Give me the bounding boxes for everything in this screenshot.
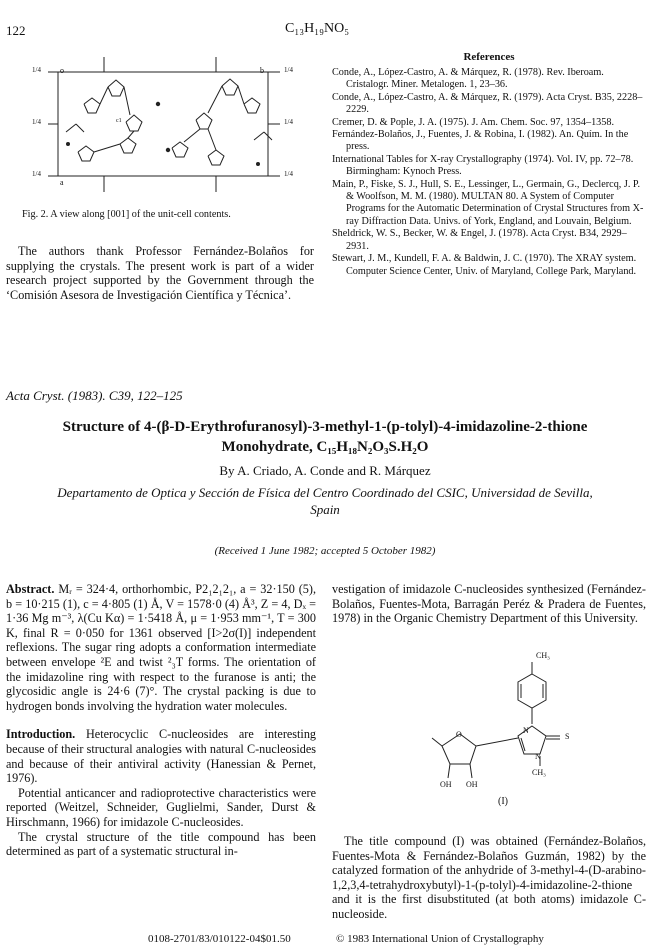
footer-copyright: © 1983 International Union of Crystallography xyxy=(336,933,544,945)
affiliation-line-1: Departamento de Optica y Sección de Física del Centro Coordinado del CSIC, Universidad de Sevilla, xyxy=(57,485,593,500)
label-origin: o xyxy=(60,66,64,75)
chemical-scheme xyxy=(420,650,600,830)
reference-item: Conde, A., López-Castro, A. & Márquez, R. (1979). Acta Cryst. B35, 2228–2229. xyxy=(332,91,643,116)
reference-item: International Tables for X-ray Crystallography (1974). Vol. IV, pp. 72–78. Birmingham: Kynoch Press. xyxy=(332,153,634,178)
acknowledgement: The authors thank Professor Fernández-Bolaños for supplying the crystals. The present work is part of a wider research project supported by the Government through the ‘Comisión Asesora de Investigación Científica y Técnica’. xyxy=(6,244,314,302)
unit-cell-drawing xyxy=(8,52,314,202)
scheme-ch3-top: CH₃ xyxy=(536,651,550,660)
abstract-label: Abstract. xyxy=(6,582,55,596)
reference-item: Fernández-Bolaños, J., Fuentes, J. & Robina, I. (1982). An. Quím. In the press. xyxy=(332,129,629,153)
journal-reference: Acta Cryst. (1983). C39, 122–125 xyxy=(6,388,183,403)
label-atom-c1: c1 xyxy=(116,118,122,124)
right-column-para-1: vestigation of imidazole C-nucleosides synthesized (Fernández-Bolaños, Fuentes-Mota, Barragán Peréz & Pradera de Fuentes, 1978) in the Organic Chemistry Department of this University. xyxy=(332,582,646,626)
right-column-para-2: The title compound (I) was obtained (Fernández-Bolaños, Fuentes-Mota & Fernández-Bolaños Guzmán, 1982) by the catalyzed formation of the anhydride of 3-methyl-4-(D-arabino-1,2,3,4-tetrahydroxybutyl)-1-(p-tolyl)-4-imidazoline-2-thione and it is the first disubstituted (at both atoms) imidazole C-nucleoside. xyxy=(332,834,646,921)
references-heading: References xyxy=(463,51,515,63)
article-title-line-2: Monohydrate, C₁₅H₁₈N₂O₃S.H₂O xyxy=(221,439,429,455)
reference-item: Main, P., Fiske, S. J., Hull, S. E., Lessinger, L., Germain, G., Declercq, J. P. & Woolfson, M. M. (1980). MULTAN 80. A System of Computer Programs for the Automatic Determination of Crystal Structures from X-ray Diffraction Data. Univs. of York, England, and Louvain, Belgium. xyxy=(332,178,644,227)
scheme-ch3-bottom: CH₃ xyxy=(532,768,546,777)
label-quarter-top-left: 1/4 xyxy=(32,66,41,74)
figure-caption: Fig. 2. A view along [001] of the unit-cell contents. xyxy=(22,209,231,220)
label-a-axis: a xyxy=(60,178,64,187)
label-quarter-mid-left: 1/4 xyxy=(32,118,41,126)
label-quarter-bottom-right: 1/4 xyxy=(284,170,293,178)
reference-item: Stewart, J. M., Kundell, F. A. & Baldwin, J. C. (1970). The XRAY system. Computer Science Center, Univ. of Maryland, College Park, Maryland. xyxy=(332,253,637,277)
introduction xyxy=(6,727,316,785)
authors: By A. Criado, A. Conde and R. Márquez xyxy=(219,463,431,478)
received-dates: (Received 1 June 1982; accepted 5 October 1982) xyxy=(214,545,436,557)
running-title: C₁₃H₁₉NO₅ xyxy=(285,21,350,36)
reference-item: Sheldrick, W. S., Becker, W. & Engel, J. (1978). Acta Cryst. B34, 2929–2931. xyxy=(332,228,627,252)
page-number: 122 xyxy=(6,23,26,38)
introduction-para-3: The crystal structure of the title compound has been determined as part of a systematic structural in- xyxy=(6,829,316,859)
reference-item: Conde, A., López-Castro, A. & Márquez, R. (1978). Rev. Iberoam. Cristalogr. Miner. Metalogen. 1, 23–36. xyxy=(332,67,604,91)
label-quarter-top-right: 1/4 xyxy=(284,66,293,74)
label-quarter-bottom-left: 1/4 xyxy=(32,170,41,178)
introduction-label: Introduction. xyxy=(6,727,76,742)
scheme-o: O xyxy=(456,730,462,739)
scheme-oh-2: OH xyxy=(466,780,478,789)
abstract-text: Mᵣ = 324·4, orthorhombic, P2₁2₁2₁, a = 32·150 (5), b = 10·215 (1), c = 4·805 (1) Å, V = 1578·0 (4) Å³, Z = 4, Dₓ = 1·36 Mg m⁻³, λ(Cu Kα) = 1·5418 Å, μ = 1·953 mm⁻¹, T = 300 K, final R = 0·050 for 1361 observed [I>2σ(I)] independent reflexions. The sugar ring adopts a conformation intermediate between envelope ²E and twist ²₃T forms. The orientation of the imidazoline ring with respect to the furanose is anti; the glycosidic angle is 24·6 (7)°. The crystal packing is due to hydrogen bonds involving the hydration water molecules. xyxy=(6,582,316,713)
affiliation-line-2: Spain xyxy=(310,502,340,517)
footer-code: 0108-2701/83/010122-04$01.50 xyxy=(148,933,291,945)
introduction-para-1: Heterocyclic C-nucleosides are interesting because of their structural analogies with natural C-nucleosides and because of their antiviral activity (Hanessian & Pernet, 1976). xyxy=(6,727,317,786)
introduction-para-2: Potential anticancer and radioprotective characteristics were reported (Weitzel, Schneider, Guglielmi, Sander, Durst & Hirschmann, 1966) for imidazole C-nucleosides. xyxy=(6,785,316,829)
label-quarter-mid-right: 1/4 xyxy=(284,118,293,126)
cell-boundary xyxy=(58,72,268,176)
scheme-s: S xyxy=(565,732,570,741)
article-title-line-1: Structure of 4-(β-D-Erythrofuranosyl)-3-methyl-1-(p-tolyl)-4-imidazoline-2-thione xyxy=(62,419,588,435)
label-b-axis: b xyxy=(260,66,264,75)
scheme-n1: N xyxy=(523,726,529,735)
scheme-drawing xyxy=(420,650,600,830)
unit-cell-figure xyxy=(8,52,314,202)
scheme-n2: N xyxy=(535,752,541,761)
scheme-oh-1: OH xyxy=(440,780,452,789)
scheme-label: (I) xyxy=(498,796,508,807)
reference-item: Cremer, D. & Pople, J. A. (1975). J. Am. Chem. Soc. 97, 1354–1358. xyxy=(332,116,614,128)
abstract xyxy=(6,582,316,713)
